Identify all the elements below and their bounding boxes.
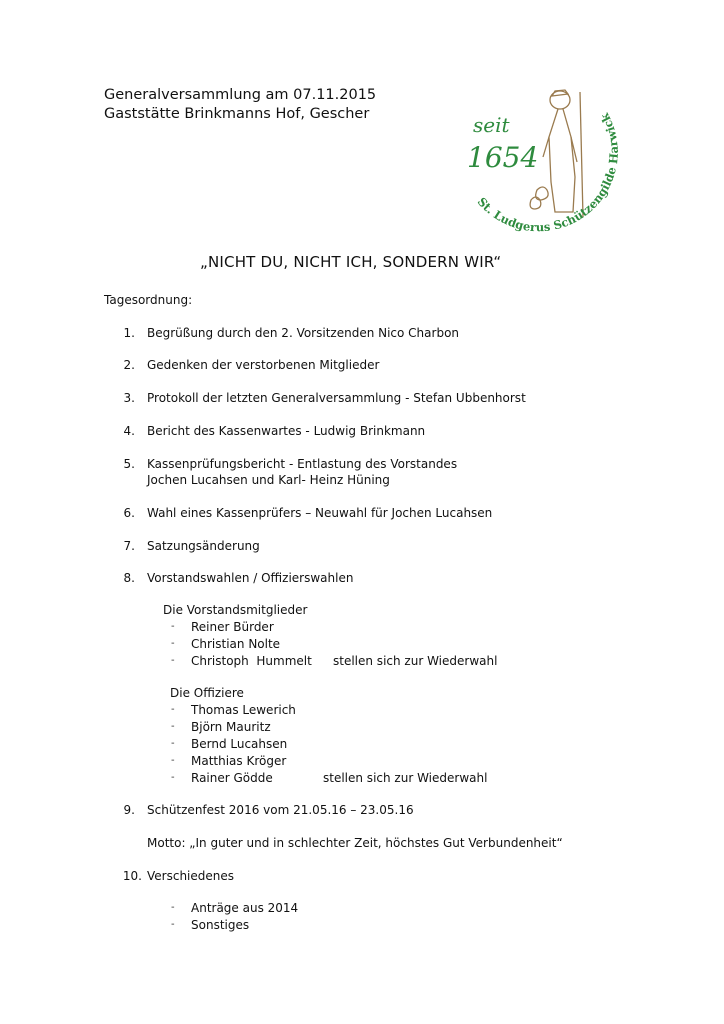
officer: Björn Mauritz — [191, 720, 271, 734]
bullet-dash: - — [171, 621, 175, 632]
misc-item: Anträge aus 2014 — [191, 901, 299, 915]
agenda-number: 4. — [123, 424, 135, 438]
board-reelection-note: stellen sich zur Wiederwahl — [333, 654, 498, 668]
bullet-dash: - — [171, 655, 175, 666]
officers-reelection-note: stellen sich zur Wiederwahl — [323, 771, 488, 785]
festival-motto: Motto: „In guter und in schlechter Zeit, höchstes Gut Verbundenheit“ — [147, 836, 563, 850]
bullet-dash: - — [171, 704, 175, 715]
bullet-dash: - — [171, 772, 175, 783]
agenda-number: 10. — [122, 869, 142, 883]
logo-seit: seit — [473, 113, 510, 137]
board-heading: Die Vorstandsmitglieder — [163, 603, 308, 617]
agenda-number: 2. — [123, 358, 135, 372]
agenda-text: Verschiedenes — [147, 869, 235, 883]
bullet-dash: - — [171, 919, 175, 930]
officers-heading: Die Offiziere — [170, 686, 244, 700]
agenda-text: Gedenken der verstorbenen Mitglieder — [147, 358, 380, 372]
agenda-text: Wahl eines Kassenprüfers – Neuwahl für Jochen Lucahsen — [147, 506, 493, 520]
officer: Rainer Gödde — [191, 771, 273, 785]
meeting-title: Generalversammlung am 07.11.2015 — [104, 87, 377, 103]
agenda-number: 8. — [123, 571, 135, 585]
officer: Matthias Kröger — [191, 754, 287, 768]
officer: Thomas Lewerich — [191, 703, 296, 717]
misc-item: Sonstiges — [191, 918, 250, 932]
agenda-number: 7. — [123, 539, 135, 553]
agenda-number: 6. — [123, 506, 135, 520]
agenda-number: 3. — [123, 391, 135, 405]
agenda-text: Kassenprüfungsbericht - Entlastung des Vorstandes — [147, 457, 458, 471]
bullet-dash: - — [171, 902, 175, 913]
agenda-label: Tagesordnung: — [104, 293, 193, 307]
officer: Bernd Lucahsen — [191, 737, 288, 751]
agenda-text: Bericht des Kassenwartes - Ludwig Brinkmann — [147, 424, 426, 438]
agenda-text: Protokoll der letzten Generalversammlung - Stefan Ubbenhorst — [147, 391, 526, 405]
meeting-venue: Gaststätte Brinkmanns Hof, Gescher — [104, 106, 370, 122]
agenda-number: 9. — [123, 803, 135, 817]
board-member: Reiner Bürder — [191, 620, 274, 634]
bullet-dash: - — [171, 638, 175, 649]
guild-logo — [465, 82, 625, 247]
bullet-dash: - — [171, 755, 175, 766]
board-member: Christoph Hummelt — [191, 654, 312, 668]
agenda-number: 5. — [123, 457, 135, 471]
bullet-dash: - — [171, 721, 175, 732]
agenda-text-continued: Jochen Lucahsen und Karl- Heinz Hüning — [147, 473, 390, 487]
agenda-text: Schützenfest 2016 vom 21.05.16 – 23.05.16 — [147, 803, 414, 817]
agenda-number: 1. — [123, 326, 135, 340]
bullet-dash: - — [171, 738, 175, 749]
document-motto-title: „NICHT DU, NICHT ICH, SONDERN WIR“ — [200, 253, 502, 271]
agenda-text: Vorstandswahlen / Offizierswahlen — [147, 571, 354, 585]
board-member: Christian Nolte — [191, 637, 281, 651]
agenda-text: Begrüßung durch den 2. Vorsitzenden Nico Charbon — [147, 326, 460, 340]
agenda-text: Satzungsänderung — [147, 539, 260, 553]
logo-year: 1654 — [467, 141, 539, 174]
logo-arc-text: St. Ludgerus Schützengilde Harwick — [474, 110, 621, 235]
